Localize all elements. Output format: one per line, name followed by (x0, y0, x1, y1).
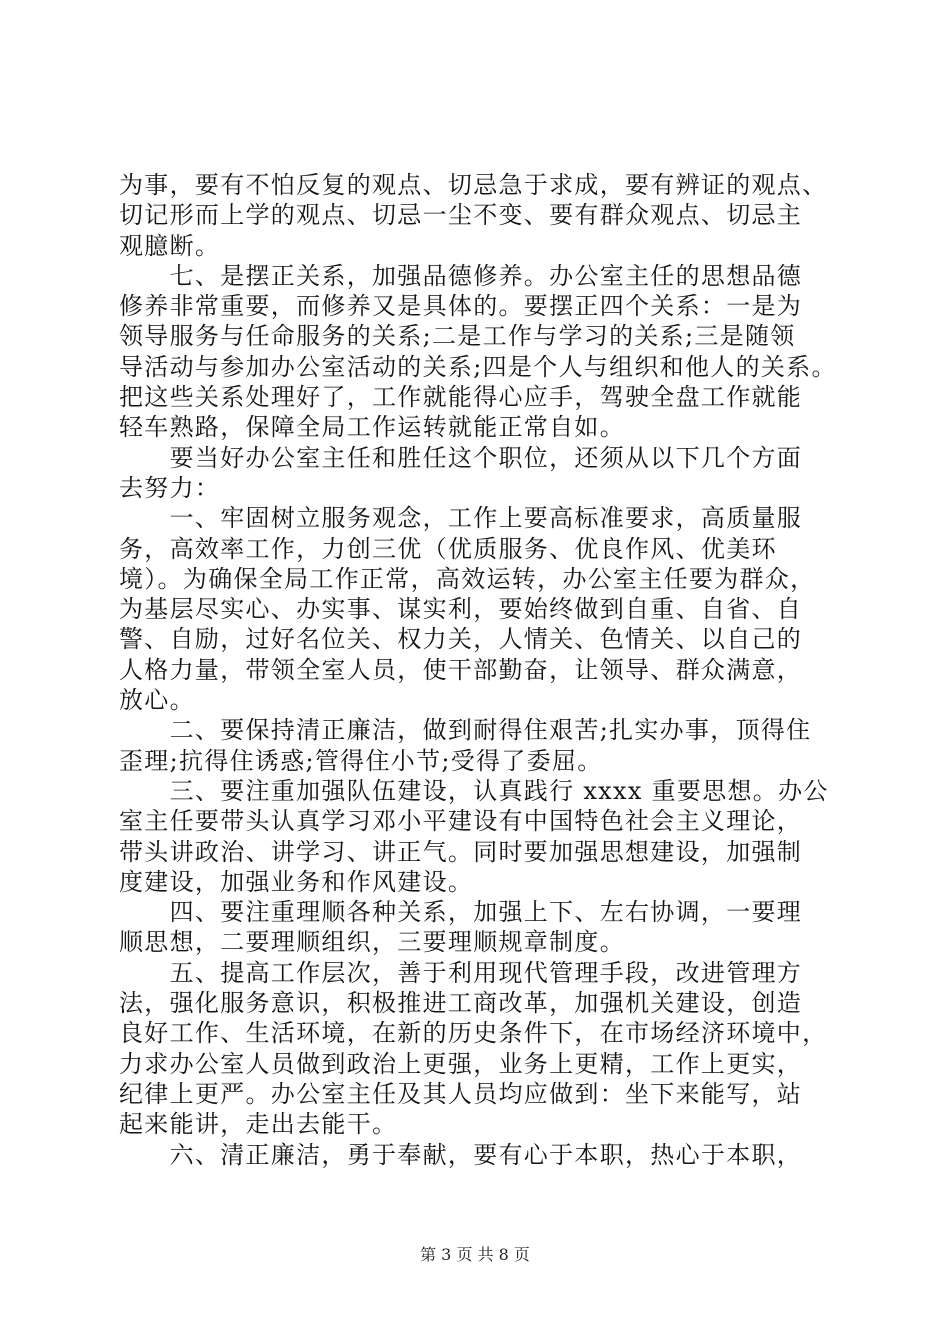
text-line: 顺思想，二要理顺组织，三要理顺规章制度。 (119, 928, 625, 957)
text-line: 观臆断。 (119, 231, 221, 260)
text-line: 四、要注重理顺各种关系，加强上下、左右协调，一要理 (119, 898, 803, 927)
text-line: 起来能讲，走出去能干。 (119, 1110, 398, 1139)
text-line: 境）。为确保全局工作正常，高效运转，办公室主任要为群众， (119, 564, 816, 593)
text-line: 去努力： (119, 473, 221, 502)
text-line: 要当好办公室主任和胜任这个职位，还须从以下几个方面 (119, 443, 803, 472)
text-line: 为基层尽实心、办实事、谋实利，要始终做到自重、自省、自 (119, 595, 803, 624)
text-line: 导活动与参加办公室活动的关系;四是个人与组织和他人的关系。 (119, 352, 837, 381)
text-line: 七、是摆正关系，加强品德修养。办公室主任的思想品德 (119, 261, 803, 290)
text-line: 领导服务与任命服务的关系;二是工作与学习的关系;三是随领 (119, 322, 796, 351)
text-line: 六、清正廉洁，勇于奉献，要有心于本职，热心于本职， (119, 1140, 803, 1169)
document-body (119, 170, 837, 1170)
page-number-label: 第 3 页 共 8 页 (420, 1245, 530, 1264)
text-line: 纪律上更严。办公室主任及其人员均应做到：坐下来能写，站 (119, 1079, 803, 1108)
text-line: 为事，要有不怕反复的观点、切忌急于求成，要有辨证的观点、 (119, 171, 828, 199)
text-line: 带头讲政治、讲学习、讲正气。同时要加强思想建设，加强制 (119, 837, 803, 866)
text-line: 修养非常重要，而修养又是具体的。要摆正四个关系：一是为 (119, 292, 803, 321)
page-footer (0, 1245, 950, 1265)
text-line: 务，高效率工作，力创三优（优质服务、优良作风、优美环 (119, 534, 777, 563)
text-line: 二、要保持清正廉洁，做到耐得住艰苦;扎实办事，顶得住 (119, 716, 812, 745)
text-line: 良好工作、生活环境，在新的历史条件下，在市场经济环境中， (119, 1019, 828, 1048)
text-line: 度建设，加强业务和作风建设。 (119, 867, 474, 896)
text-line: 室主任要带头认真学习邓小平建设有中国特色社会主义理论， (119, 807, 803, 836)
text-line: 五、提高工作层次，善于利用现代管理手段，改进管理方 (119, 958, 803, 987)
text-line: 切记形而上学的观点、切忌一尘不变、要有群众观点、切忌主 (119, 201, 803, 230)
text-line: 力求办公室人员做到政治上更强，业务上更精，工作上更实， (119, 1049, 803, 1078)
text-line: 歪理;抗得住诱惑;管得住小节;受得了委屈。 (119, 746, 603, 775)
text-line: 把这些关系处理好了，工作就能得心应手，驾驶全盘工作就能 (119, 383, 803, 412)
text-line: 一、牢固树立服务观念，工作上要高标准要求，高质量服 (119, 504, 803, 533)
text-line: 人格力量，带领全室人员，使干部勤奋，让领导、群众满意， (119, 655, 803, 684)
text-line: 轻车熟路，保障全局工作运转就能正常自如。 (119, 413, 625, 442)
text-line: 法，强化服务意识，积极推进工商改革，加强机关建设，创造 (119, 989, 803, 1018)
text-line: 三、要注重加强队伍建设，认真践行 xxxx 重要思想。办公 (119, 776, 829, 805)
text-line: 警、自励，过好名位关、权力关，人情关、色情关、以自己的 (119, 625, 803, 654)
text-line: 放心。 (119, 686, 195, 715)
